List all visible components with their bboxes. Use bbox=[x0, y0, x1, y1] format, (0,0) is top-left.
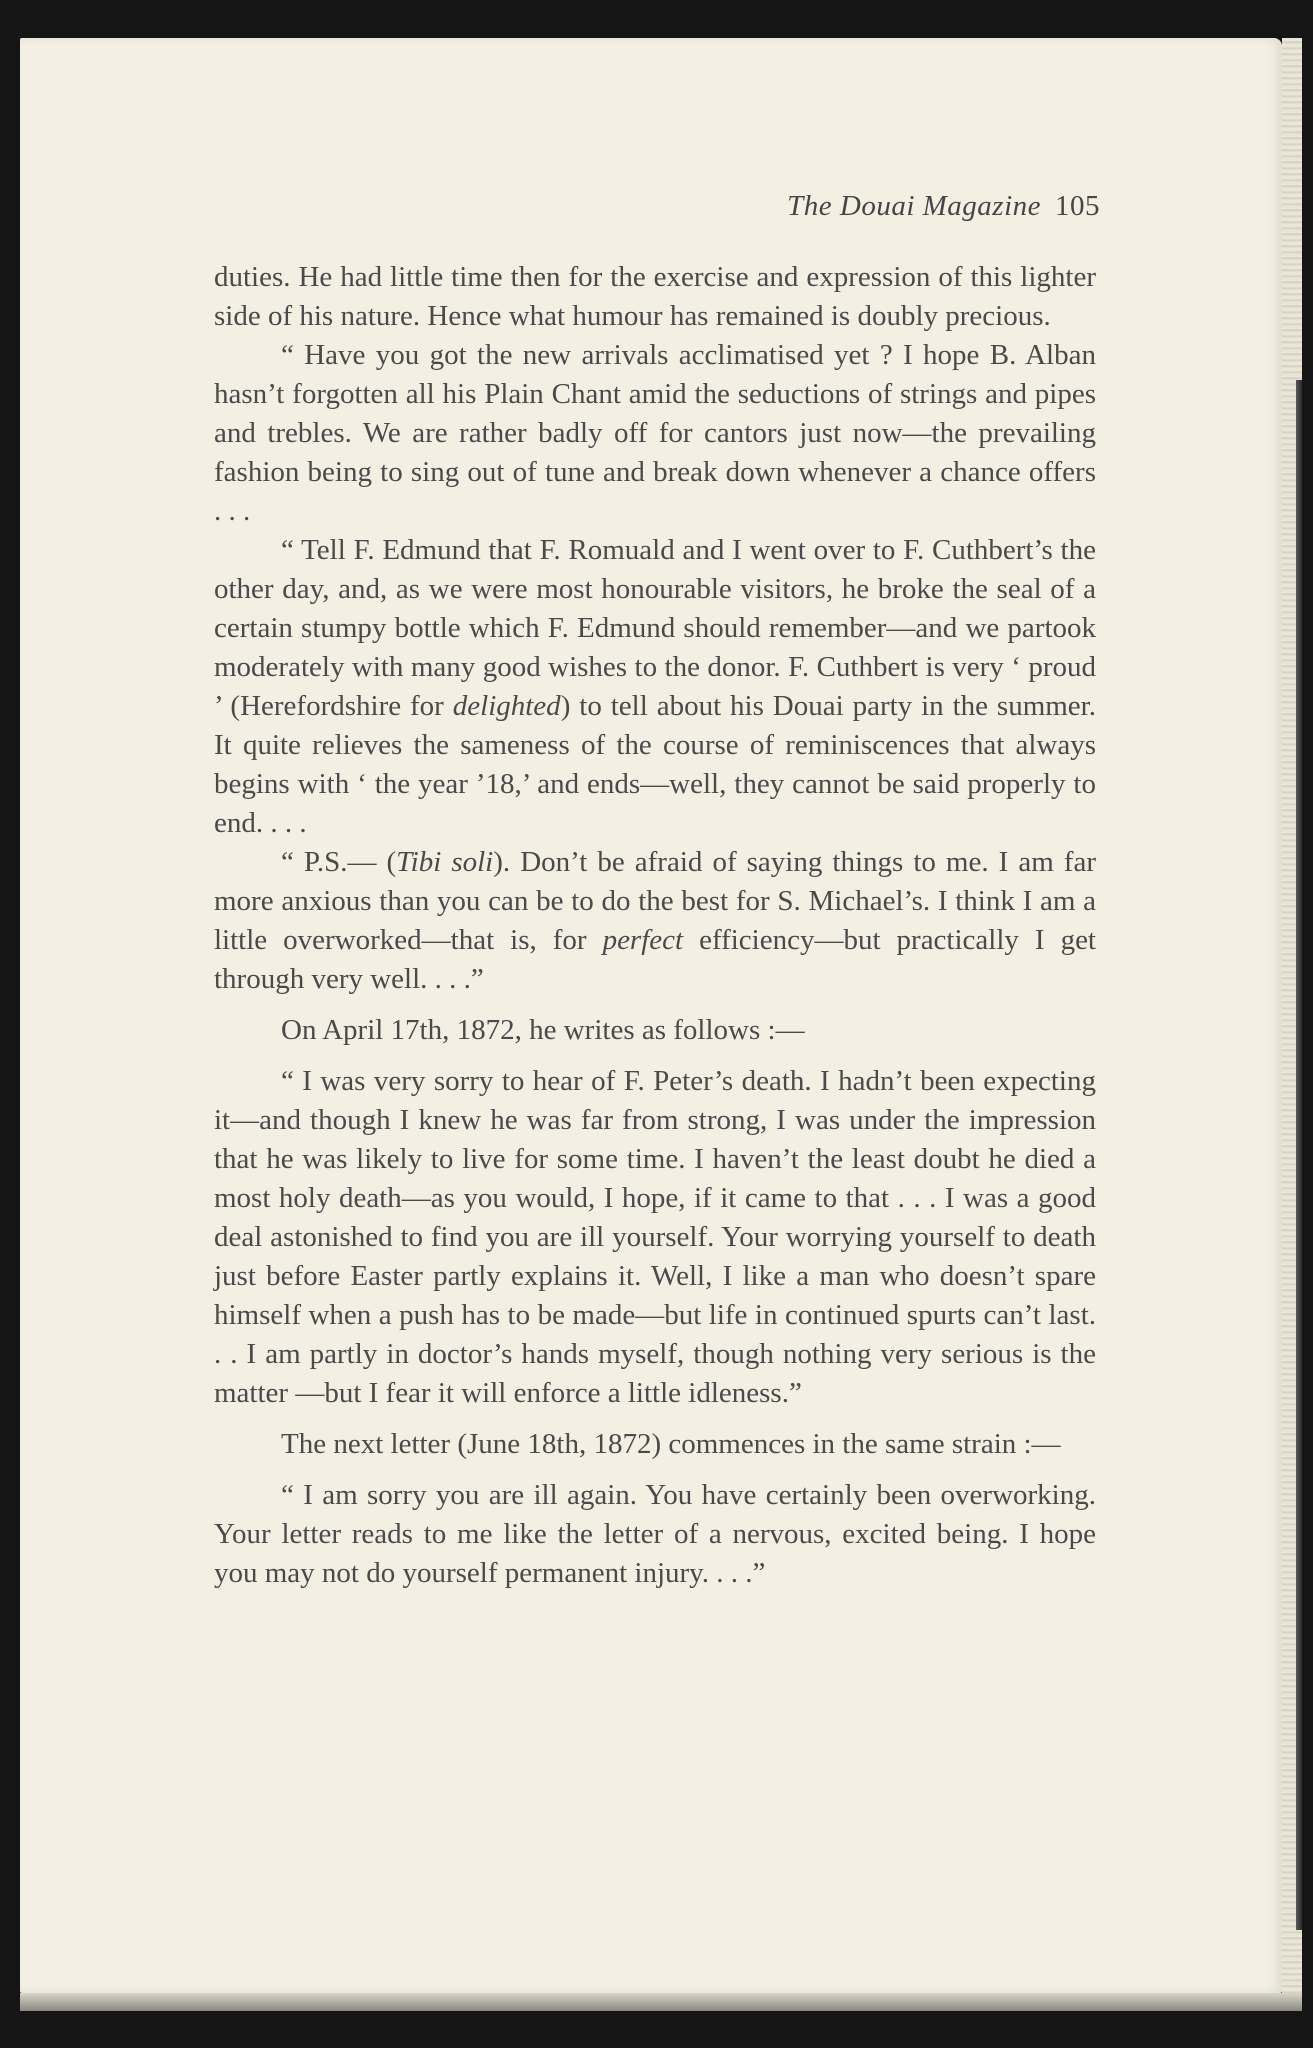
text-run: “ Tell F. Edmund that F. Romuald and I went over to F. Cuthbert’s the other day, and, as we were most honourable visitors, he broke the seal of a certain stumpy bottle which F. Edmund should remember—and we partook moderately with many good wishes to the donor. F. Cuthbert is very ‘ proud ’ (Herefordshire for bbox=[214, 534, 1096, 722]
text-run: ) to tell about his Douai party in the summer. It quite relieves the sameness of the course of reminiscences that always begins with ‘ the year ’18,’ and ends—well, they cannot be said properly to end. . . . bbox=[214, 690, 1096, 839]
paragraph: “ Have you got the new arrivals acclimatised yet ? I hope B. Alban hasn’t forgotten all his Plain Chant amid the seductions of strings and pipes and trebles. We are rather badly off for cantors just now—the prevailing fashion being to sing out of tune and break down whenever a chance offers . . . bbox=[214, 339, 1096, 527]
paragraph: duties. He had little time then for the exercise and expression of this lighter side of his nature. Hence what humour has remained is doubly precious. bbox=[214, 261, 1096, 332]
page-number: 105 bbox=[1055, 190, 1100, 222]
italic-text: Tibi soli bbox=[396, 846, 494, 878]
italic-text: delighted bbox=[452, 690, 561, 722]
running-header bbox=[700, 190, 1100, 223]
body-text bbox=[214, 258, 1096, 1593]
paragraph bbox=[214, 531, 1096, 843]
text-run: efficiency—but practically I get through very well. . . .” bbox=[214, 924, 1096, 995]
paragraph bbox=[214, 843, 1096, 999]
running-title: The Douai Magazine bbox=[787, 190, 1041, 222]
paragraph: “ I am sorry you are ill again. You have certainly been overworking. Your letter reads to me like the letter of a nervous, excited being. I hope you may not do yourself permanent injury. . . .” bbox=[214, 1479, 1096, 1589]
paragraph: “ I was very sorry to hear of F. Peter’s death. I hadn’t been expecting it—and though I knew he was far from strong, I was under the impression that he was likely to live for some time. I haven’t the least doubt he died a most holy death—as you would, I hope, if it came to that . . . I was a good deal astonished to find you are ill yourself. Your worrying yourself to death just before Easter partly explains it. Well, I like a man who doesn’t spare himself when a push has to be made—but life in continued spurts can’t last. . . I am partly in doctor’s hands myself, though nothing very serious is the matter —but I fear it will enforce a little idleness.” bbox=[214, 1065, 1096, 1409]
page-bottom-edge bbox=[20, 1993, 1302, 2011]
paragraph: On April 17th, 1872, he writes as follows :— bbox=[281, 1014, 805, 1046]
text-run: ). Don’t be afraid of saying things to me. I am far more anxious than you can be to do the best for S. Michael’s. I think I am a little overworked—that is, for bbox=[214, 846, 1096, 956]
italic-text: perfect bbox=[602, 924, 684, 956]
binding-spine bbox=[1296, 380, 1302, 1930]
paragraph: The next letter (June 18th, 1872) commences in the same strain :— bbox=[281, 1428, 1061, 1460]
text-run: “ P.S.— ( bbox=[281, 846, 397, 878]
